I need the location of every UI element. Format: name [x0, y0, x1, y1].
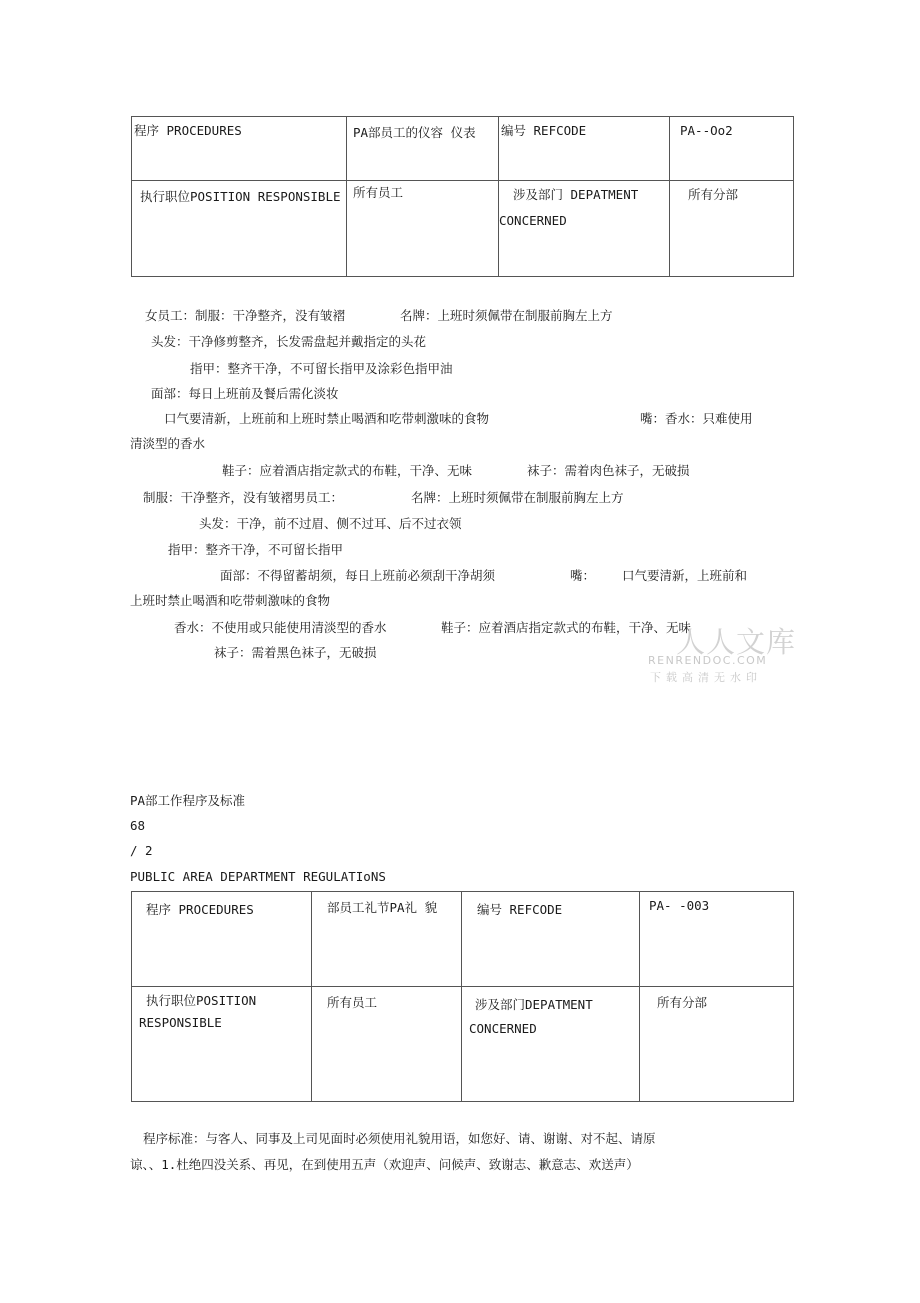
body1-line8a: 制服：干净整齐，没有皱褶男员工： — [143, 490, 344, 505]
procedures-label: 程序 PROCEDURES — [134, 123, 242, 138]
procedures-cell — [132, 892, 312, 987]
body1-line1a: 女员工：制服：干净整齐，没有皱褶 — [145, 308, 346, 323]
position-label-line2: RESPONSIBLE — [139, 1015, 222, 1030]
dept-label-line2: CONCERNED — [469, 1021, 537, 1036]
refcode-value-cell — [640, 892, 794, 987]
body2-line1: 程序标准：与客人、同事及上司见面时必须使用礼貌用语，如您好、请、谢谢、对不起、请原 — [143, 1131, 656, 1146]
procedure-table-1 — [131, 116, 794, 277]
body2-line2: 谅、、1.杜绝四没关系、再见，在到使用五声（欢迎声、问候声、致谢志、歉意志、欢送声） — [130, 1157, 639, 1172]
procedure-title: 部员工礼节PA礼 貌 — [327, 900, 438, 915]
procedure-table-2 — [131, 891, 794, 1102]
page-number: 68 — [130, 818, 146, 833]
body1-line5a: 口气要清新，上班前和上班时禁止喝酒和吃带刺激味的食物 — [164, 411, 490, 426]
procedure-title: PA部员工的仪容 仪表 — [353, 125, 476, 140]
body1-line8b: 名牌：上班时须佩带在制服前胸左上方 — [411, 490, 624, 505]
refcode-label: 编号 REFCODE — [501, 123, 587, 138]
body1-line1b: 名牌：上班时须佩带在制服前胸左上方 — [400, 308, 613, 323]
dept-label-line1: 涉及部门 DEPATMENT — [513, 187, 639, 202]
watermark-logo-text: 人人文库 — [676, 625, 797, 659]
title-cell — [347, 117, 499, 181]
dept-value-cell — [670, 181, 794, 277]
refcode-value: PA- -003 — [649, 898, 710, 913]
refcode-label: 编号 REFCODE — [477, 902, 563, 917]
body1-line9: 头发：干净，前不过眉、侧不过耳、后不过衣领 — [199, 516, 462, 531]
body1-line7a: 鞋子：应着酒店指定款式的布鞋，干净、无味 — [222, 463, 473, 478]
dept-label-line2: CONCERNED — [499, 213, 567, 228]
refcode-cell — [499, 117, 670, 181]
body1-line3: 指甲：整齐干净，不可留长指甲及涂彩色指甲油 — [190, 361, 453, 376]
body1-line13a: 香水：不使用或只能使用清淡型的香水 — [174, 620, 387, 635]
body1-line2: 头发：干净修剪整齐，长发需盘起并戴指定的头花 — [151, 334, 427, 349]
body1-line11c: 口气要清新，上班前和 — [622, 568, 748, 583]
dept-label-line1: 涉及部门DEPATMENT — [475, 997, 593, 1012]
body1-line4: 面部：每日上班前及餐后需化淡妆 — [151, 386, 339, 401]
section2-heading: PA部工作程序及标准 — [130, 793, 246, 808]
dept-value: 所有分部 — [657, 995, 708, 1010]
procedures-label: 程序 PROCEDURES — [146, 902, 254, 917]
dept-cell — [499, 181, 670, 277]
dept-value-cell — [640, 987, 794, 1102]
position-cell — [132, 987, 312, 1102]
watermark-url: RENRENDOC.COM — [648, 654, 768, 667]
body1-line7b: 袜子：需着肉色袜子，无破损 — [527, 463, 690, 478]
body1-line6: 清淡型的香水 — [130, 436, 206, 451]
position-value-cell — [347, 181, 499, 277]
procedures-cell — [132, 117, 347, 181]
title-cell — [312, 892, 462, 987]
position-cell — [132, 181, 347, 277]
position-value: 所有员工 — [327, 995, 378, 1010]
dept-value: 所有分部 — [688, 187, 739, 202]
watermark-subtitle: 下载高清无水印 — [650, 671, 762, 684]
body1-line11a: 面部：不得留蓄胡须，每日上班前必须刮干净胡须 — [220, 568, 496, 583]
body1-line5b: 嘴：香水：只难使用 — [640, 411, 753, 426]
refcode-cell — [462, 892, 640, 987]
position-label: 执行职位POSITION RESPONSIBLE — [140, 189, 341, 204]
body1-line13b: 鞋子：应着酒店指定款式的布鞋，干净、无味 — [441, 620, 692, 635]
regulations-title: PUBLIC AREA DEPARTMENT REGULATIoNS — [130, 869, 386, 884]
body1-line14: 袜子：需着黑色袜子，无破损 — [214, 645, 377, 660]
dept-cell — [462, 987, 640, 1102]
refcode-value: PA--Oo2 — [680, 123, 733, 138]
body1-line10: 指甲：整齐干净，不可留长指甲 — [168, 542, 344, 557]
body1-line12: 上班时禁止喝酒和吃带刺激味的食物 — [130, 593, 331, 608]
position-value-cell — [312, 987, 462, 1102]
position-value: 所有员工 — [353, 185, 404, 200]
position-label-line1: 执行职位POSITION — [146, 993, 257, 1008]
body1-line11b: 嘴： — [570, 568, 596, 583]
refcode-value-cell — [670, 117, 794, 181]
page-total: / 2 — [130, 843, 153, 858]
